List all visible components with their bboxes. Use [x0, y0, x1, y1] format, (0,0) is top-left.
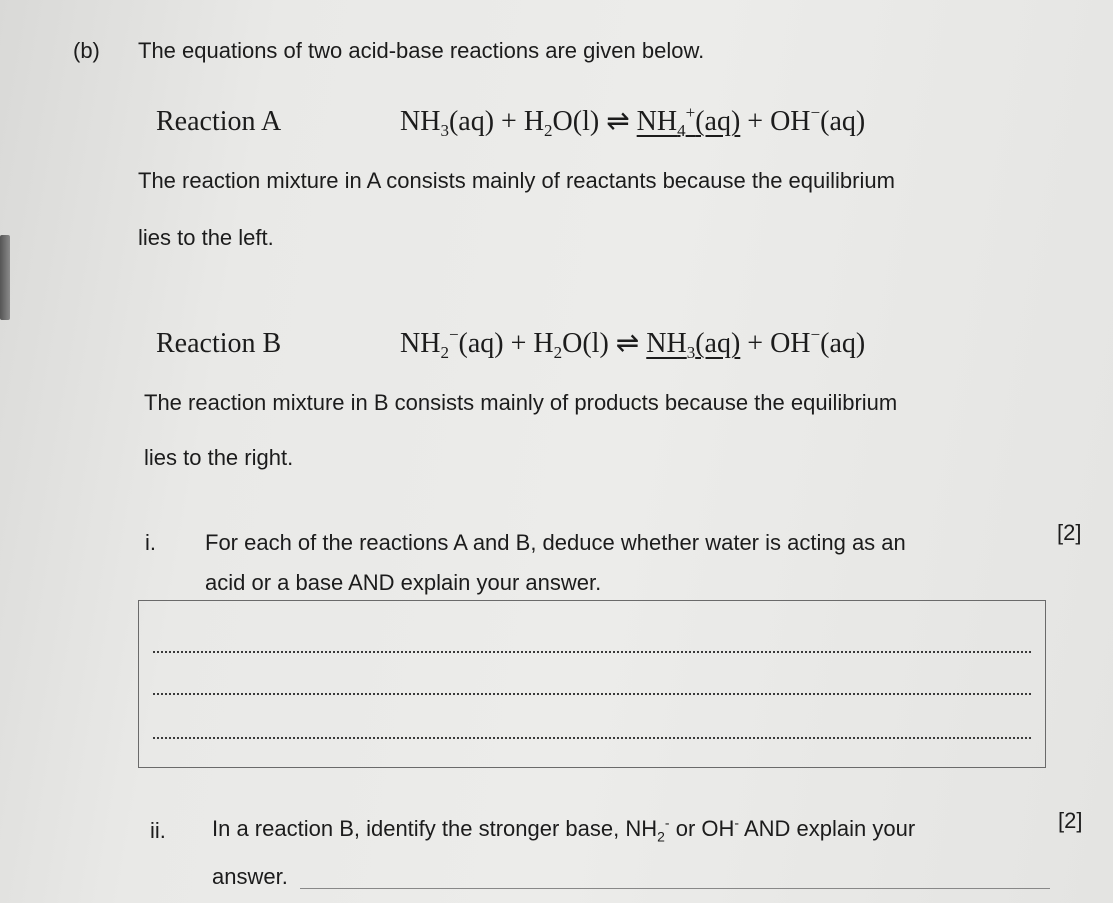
- question-ii-marks: [2]: [1058, 808, 1083, 833]
- reaction-b-equation: $NH_2^-(aq) + H_2O(l)$ ⇌ $NH_3(aq) + OH^-(aq)$: [400, 325, 866, 362]
- reaction-b-statement-line1: The reaction mixture in B consists mainly of products because the equilibrium: [144, 390, 898, 415]
- reaction-a-label: Reaction A: [156, 106, 282, 137]
- answer-line-3[interactable]: [153, 737, 1031, 739]
- reaction-a-equation: $NH_3(aq) + H_2O(l)$ ⇌ $NH_4^+(aq) + OH^-(aq)$: [400, 103, 866, 140]
- answer-line-2[interactable]: [153, 693, 1031, 695]
- question-ii-number: ii.: [150, 818, 166, 843]
- reaction-b-statement-line2: lies to the right.: [144, 445, 294, 470]
- answer-box-top-edge: [300, 888, 1050, 889]
- question-i-marks: [2]: [1057, 520, 1082, 545]
- reaction-b-conjugate-acid: $NH_3(aq)$: [646, 328, 741, 362]
- equilibrium-arrow-b: ⇌: [615, 328, 640, 359]
- answer-box[interactable]: [138, 600, 1046, 768]
- reaction-a-statement-line2: lies to the left.: [138, 225, 274, 250]
- reaction-b-label: Reaction B: [156, 328, 282, 359]
- question-i-number: i.: [145, 530, 156, 555]
- answer-line-1[interactable]: [153, 651, 1031, 653]
- page-edge-shadow: [0, 235, 10, 320]
- question-i-line2: acid or a base AND explain your answer.: [205, 570, 602, 595]
- question-ii-line1: In a reaction B, identify the stronger base, $NH_2^-$ or OH- AND explain your: [212, 814, 916, 845]
- equilibrium-arrow-a: ⇌: [606, 106, 630, 137]
- intro-text: The equations of two acid-base reactions are given below.: [138, 38, 705, 63]
- question-ii-line2: answer.: [212, 864, 288, 889]
- reaction-a-statement-line1: The reaction mixture in A consists mainly of reactants because the equilibrium: [138, 168, 895, 193]
- part-label: (b): [73, 38, 100, 63]
- reaction-a-conjugate-acid: $NH_4^+(aq)$: [636, 103, 741, 140]
- question-i-line1: For each of the reactions A and B, deduce whether water is acting as an: [205, 530, 906, 555]
